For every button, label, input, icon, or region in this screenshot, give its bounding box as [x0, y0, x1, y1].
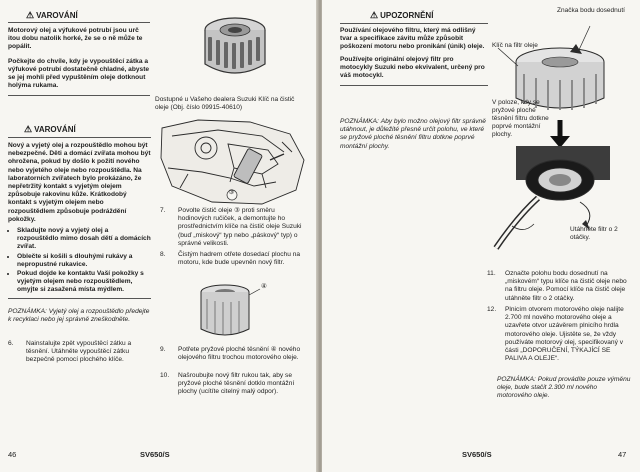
note-label: POZNÁMKA: [497, 376, 536, 383]
caution-block [340, 10, 488, 86]
caution-text: Používejte originální olejový filtr pro motocykly Suzuki nebo ekvivalent, určený pro váš motocykl. [340, 55, 485, 80]
warning-triangle-icon: ⚠ [24, 124, 33, 134]
note-right-2 [497, 376, 632, 401]
oil-filter-wrench-image [190, 10, 280, 92]
divider [8, 22, 150, 23]
left-page [0, 0, 318, 472]
right-page [322, 0, 640, 472]
caution-heading: ⚠ UPOZORNĚNÍ [370, 10, 434, 20]
warning-bullet-list [8, 227, 151, 295]
caution-triangle-icon: ⚠ [370, 10, 379, 20]
figure-caption: Dostupné u Vašeho dealera Suzuki Klíč na čistič oleje (Obj. číslo 09915-40610) [155, 96, 295, 111]
step-8: 8. Čistým hadrem otřete dosedací plochu na motoru, kde bude upevněn nový filtr. [160, 251, 301, 267]
step-12: 12. Plnicím otvorem motorového oleje nalijte 2.700 ml nového motorového oleje a uzavřete otvor uzávěrem plnicího hrdla motorového oleje. Ujistěte se, že vždy používáte motorový olej, specifikovaný v části „DOPORUČENÍ, TÝKAJÍCÍ SE PALIVA A OLEJE“. [487, 306, 624, 363]
divider [340, 85, 488, 86]
label-contact-position: V poloze, kdy se pryžové ploché těsnění filtru dotkne poprvé montážní plochy. [492, 99, 549, 138]
page-number-right: 47 [618, 450, 627, 459]
step-6: 6. Nainstalujte zpět vypouštěcí zátku a těsnění. Utáhněte vypouštěcí zátku bezpečně pomocí plochého klíče. [8, 340, 132, 364]
footer-model-right: SV650/S [462, 450, 492, 459]
divider [340, 23, 488, 24]
label-filter-wrench: Klíč na filtr oleje [492, 42, 538, 49]
divider [8, 298, 151, 299]
warning-triangle-icon: ⚠ [26, 10, 35, 20]
new-oil-filter-image [188, 283, 262, 341]
list-item: • Oblečte si košili s dlouhými rukávy a nepropustné rukavice. [17, 253, 151, 269]
step-7: 7. Povolte čistič oleje ③ proti směru hodinových ručiček, a demontujte ho prostřednictvím klíče na čistič oleje Suzuki (buď „miskový“ typ nebo „páskový“ typ) o správné velikosti. [160, 207, 302, 247]
divider [8, 137, 151, 138]
callout-4: ④ [261, 283, 267, 290]
callout-3: ③ [228, 189, 235, 196]
note-text: Vyjetý olej a rozpouštědlo předejte k recyklaci nebo jej správně zneškodněte. [8, 308, 150, 324]
divider [8, 95, 150, 96]
step-10: 10. Našroubujte nový filtr rukou tak, aby se pryžové ploché těsnění dotklo montážní plochy (ucítíte citelný malý odpor). [160, 372, 295, 396]
caution-text: Používání olejového filtru, který má odlišný tvar a specifikace závitu může způsobit poškození motoru nebo pronikání (únik) oleje. [340, 27, 485, 51]
warning-block-1 [8, 10, 150, 96]
note-text: Pokud provádíte pouze výměnu oleje, bude stačit 2.300 ml nového motorového oleje. [497, 376, 631, 400]
footer-model-left: SV650/S [140, 450, 170, 459]
warning-text: Počkejte do chvíle, kdy je vypouštěcí zátka a výfukové potrubí dostatečně chladné, abyste se jej mohli před vypuštěním oleje dotknout holýma rukama. [8, 57, 150, 90]
note-label: POZNÁMKA: [8, 308, 47, 315]
page-number-left: 46 [8, 450, 17, 459]
note-right-1 [340, 118, 488, 151]
list-item: • Skladujte nový a vyjetý olej a rozpouštědlo mimo dosah dětí a domácích zvířat. [17, 227, 151, 252]
warning-heading: ⚠ VAROVÁNÍ [24, 124, 76, 134]
list-item: • Pokud dojde ke kontaktu Vaší pokožky s vyjetým olejem nebo rozpouštědlem, omyjte si zasažená místa mýdlem. [17, 270, 151, 295]
warning-text: Nový a vyjetý olej a rozpouštědlo mohou být nebezpečné. Děti a domácí zvířata mohou být ohrožena, pokud by došlo k požití nového nebo vyjetého oleje nebo rozpouštědla. Na laboratorních zvířatech bylo prokázáno, že nepřetržitý kontakt s vyjetým olejem způsobuje rakovinu kůže. Krátkodobý kontakt s vyjetým olejem nebo rozpouštědlem způsobuje podráždění pokožky. [8, 142, 151, 223]
label-mark-point: Značka bodu dosednutí [557, 7, 625, 14]
step-11: 11. Označte polohu bodu dosednutí na „miskovém“ typu klíče na čistič oleje nebo na filtru oleje. Pomocí klíče na čistič oleje utáhněte filtr o 2 otáčky. [487, 270, 627, 302]
warning-heading: ⚠ VAROVÁNÍ [26, 10, 78, 20]
warning-block-2 [8, 124, 151, 299]
note-text: Aby bylo možno olejový filtr správně utáhnout, je důležité přesně určit polohu, ve které se pryžové ploché těsnění filtru dotkne poprvé montážní plochy. [340, 118, 486, 150]
note-label: POZNÁMKA: [340, 118, 379, 125]
note-left [8, 308, 151, 324]
label-tighten-two-turns: Utáhněte filtr o 2 otáčky. [570, 226, 618, 241]
step-9: 9. Potřete pryžové ploché těsnění ④ nového olejového filtru trochou motorového oleje. [160, 346, 301, 362]
warning-text: Motorový olej a výfukové potrubí jsou urč itou dobu natolik horké, že se o ně může te popálit. [8, 27, 143, 51]
